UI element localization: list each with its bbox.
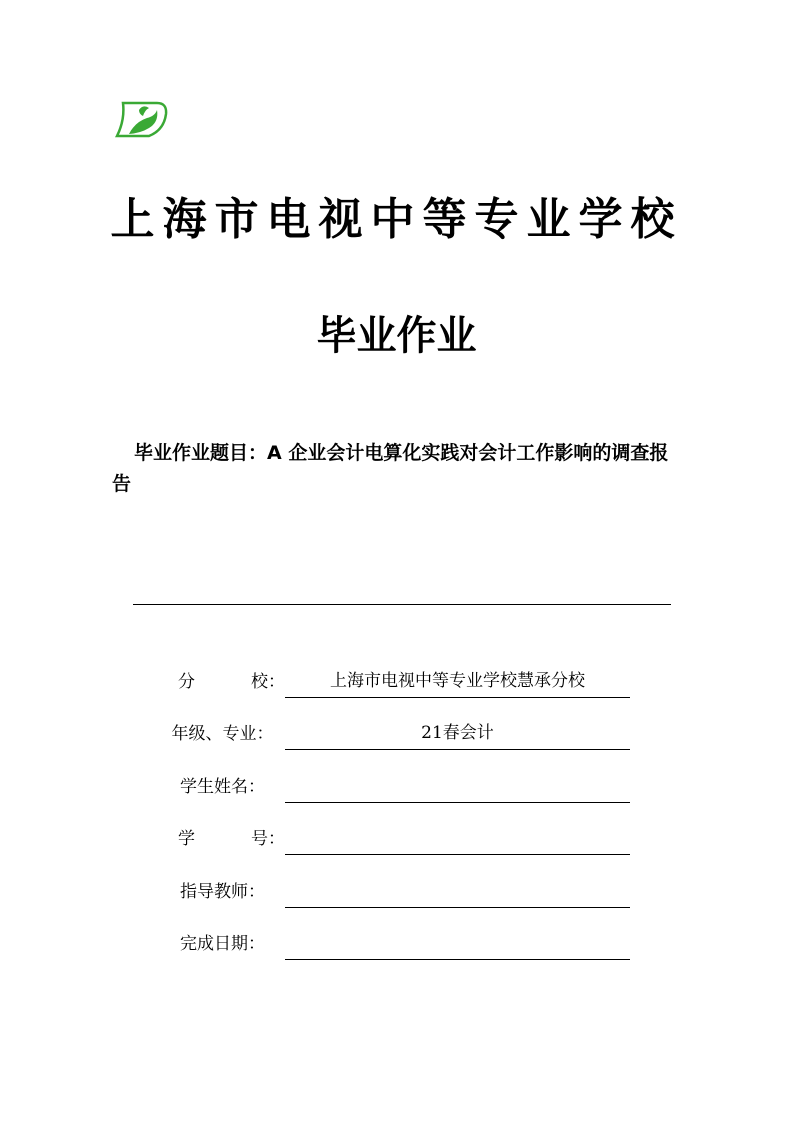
divider-line [133, 604, 671, 605]
student-id-row [160, 803, 640, 856]
advisor-row [160, 855, 640, 908]
branch-school-label-part2: 校： [251, 671, 285, 692]
completion-date-field[interactable] [285, 931, 630, 960]
grade-major-row [160, 698, 640, 751]
advisor-field[interactable] [285, 879, 630, 908]
student-name-row [160, 750, 640, 803]
advisor-label: 指导教师： [180, 881, 265, 902]
school-leaf-logo-icon [113, 100, 169, 140]
topic-label: 毕业作业题目： [134, 442, 268, 464]
student-id-field[interactable] [285, 826, 630, 855]
student-id-label-part1: 学 [178, 829, 195, 849]
topic-text: A 企业会计电算化实践对会计工作影响的调查报告 [112, 442, 669, 495]
grade-major-label: 年级、专业： [171, 724, 274, 744]
student-name-field[interactable] [285, 774, 630, 803]
student-id-label-part2: 号： [251, 829, 285, 849]
document-title: 毕业作业 [316, 313, 477, 359]
student-id-label [160, 827, 285, 855]
grade-major-field[interactable]: 21春会计 [285, 721, 630, 750]
branch-school-label-part1: 分 [178, 671, 195, 692]
branch-school-label [160, 670, 285, 698]
school-name-heading: 上海市电视中等专业学校 [110, 194, 683, 245]
completion-date-row [160, 908, 640, 961]
student-name-label: 学生姓名： [180, 776, 265, 797]
branch-school-row [160, 645, 640, 698]
student-info-form [160, 645, 640, 960]
branch-school-field[interactable]: 上海市电视中等专业学校慧承分校 [285, 669, 630, 698]
assignment-topic [112, 438, 687, 500]
completion-date-label: 完成日期： [180, 934, 265, 954]
